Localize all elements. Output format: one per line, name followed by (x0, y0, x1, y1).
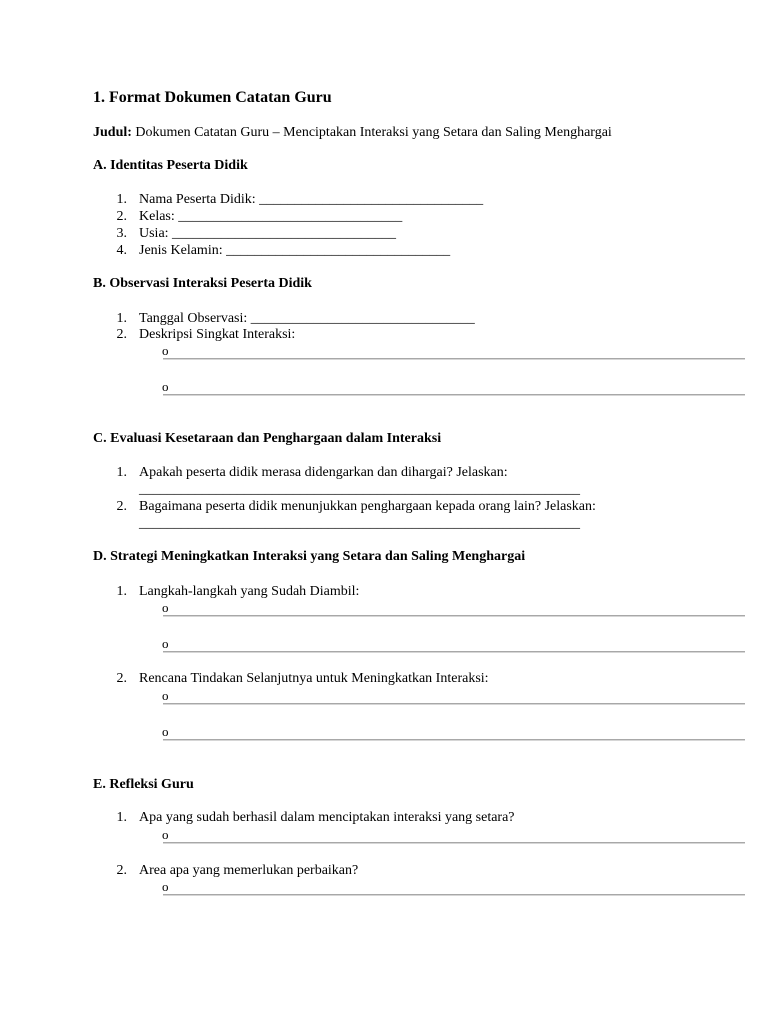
answer-line-langkah-1[interactable] (163, 615, 745, 617)
answer-line-perbaikan[interactable] (163, 894, 745, 896)
label-rencana-tindakan: Rencana Tindakan Selanjutnya untuk Meningkatkan Interaksi: (139, 671, 489, 686)
answer-line-rencana-1[interactable] (163, 703, 745, 705)
judul-line (93, 124, 612, 141)
judul-label: Judul: (93, 125, 132, 140)
section-e-heading: E. Refleksi Guru (93, 777, 194, 792)
field-usia[interactable]: Usia: ________________________________ (139, 226, 397, 241)
bullet-marker: o (162, 827, 169, 842)
section-a-heading: A. Identitas Peserta Didik (93, 158, 248, 173)
list-number: 1. (116, 810, 127, 825)
bullet-marker: o (162, 724, 169, 739)
field-jenis-kelamin[interactable]: Jenis Kelamin: ________________________________ (139, 243, 451, 258)
list-number: 2. (116, 863, 127, 878)
section-b-heading: B. Observasi Interaksi Peserta Didik (93, 276, 312, 291)
label-deskripsi-interaksi: Deskripsi Singkat Interaksi: (139, 327, 296, 342)
answer-line-deskripsi-2[interactable] (163, 394, 745, 396)
field-kelas[interactable]: Kelas: ________________________________ (139, 209, 403, 224)
document-title: 1. Format Dokumen Catatan Guru (93, 89, 332, 106)
list-number: 2. (116, 499, 127, 514)
field-nama-peserta-didik[interactable]: Nama Peserta Didik: ________________________________ (139, 192, 484, 207)
answer-line-penghargaan[interactable]: _______________________________________________________________ (139, 516, 580, 531)
list-number: 1. (116, 311, 127, 326)
answer-line-didengarkan[interactable]: _______________________________________________________________ (139, 482, 580, 497)
question-didengarkan: Apakah peserta didik merasa didengarkan dan dihargai? Jelaskan: (139, 465, 508, 480)
list-number: 1. (116, 584, 127, 599)
bullet-marker: o (162, 379, 169, 394)
label-langkah-diambil: Langkah-langkah yang Sudah Diambil: (139, 584, 360, 599)
section-c-heading: C. Evaluasi Kesetaraan dan Penghargaan dalam Interaksi (93, 431, 442, 446)
question-penghargaan: Bagaimana peserta didik menunjukkan penghargaan kepada orang lain? Jelaskan: (139, 499, 596, 514)
answer-line-deskripsi-1[interactable] (163, 358, 745, 360)
field-tanggal-observasi[interactable]: Tanggal Observasi: ________________________________ (139, 311, 475, 326)
bullet-marker: o (162, 636, 169, 651)
list-number: 2. (116, 327, 127, 342)
answer-line-berhasil[interactable] (163, 842, 745, 844)
judul-text: Dokumen Catatan Guru – Menciptakan Interaksi yang Setara dan Saling Menghargai (131, 125, 612, 140)
list-number: 2. (116, 671, 127, 686)
question-perbaikan: Area apa yang memerlukan perbaikan? (139, 863, 359, 878)
list-number: 4. (116, 243, 127, 258)
bullet-marker: o (162, 600, 169, 615)
section-d-heading: D. Strategi Meningkatkan Interaksi yang Setara dan Saling Menghargai (93, 549, 526, 564)
answer-line-langkah-2[interactable] (163, 651, 745, 653)
answer-line-rencana-2[interactable] (163, 739, 745, 741)
list-number: 1. (116, 192, 127, 207)
list-number: 1. (116, 465, 127, 480)
bullet-marker: o (162, 343, 169, 358)
question-sudah-berhasil: Apa yang sudah berhasil dalam menciptakan interaksi yang setara? (139, 810, 515, 825)
list-number: 3. (116, 226, 127, 241)
list-number: 2. (116, 209, 127, 224)
bullet-marker: o (162, 688, 169, 703)
bullet-marker: o (162, 879, 169, 894)
